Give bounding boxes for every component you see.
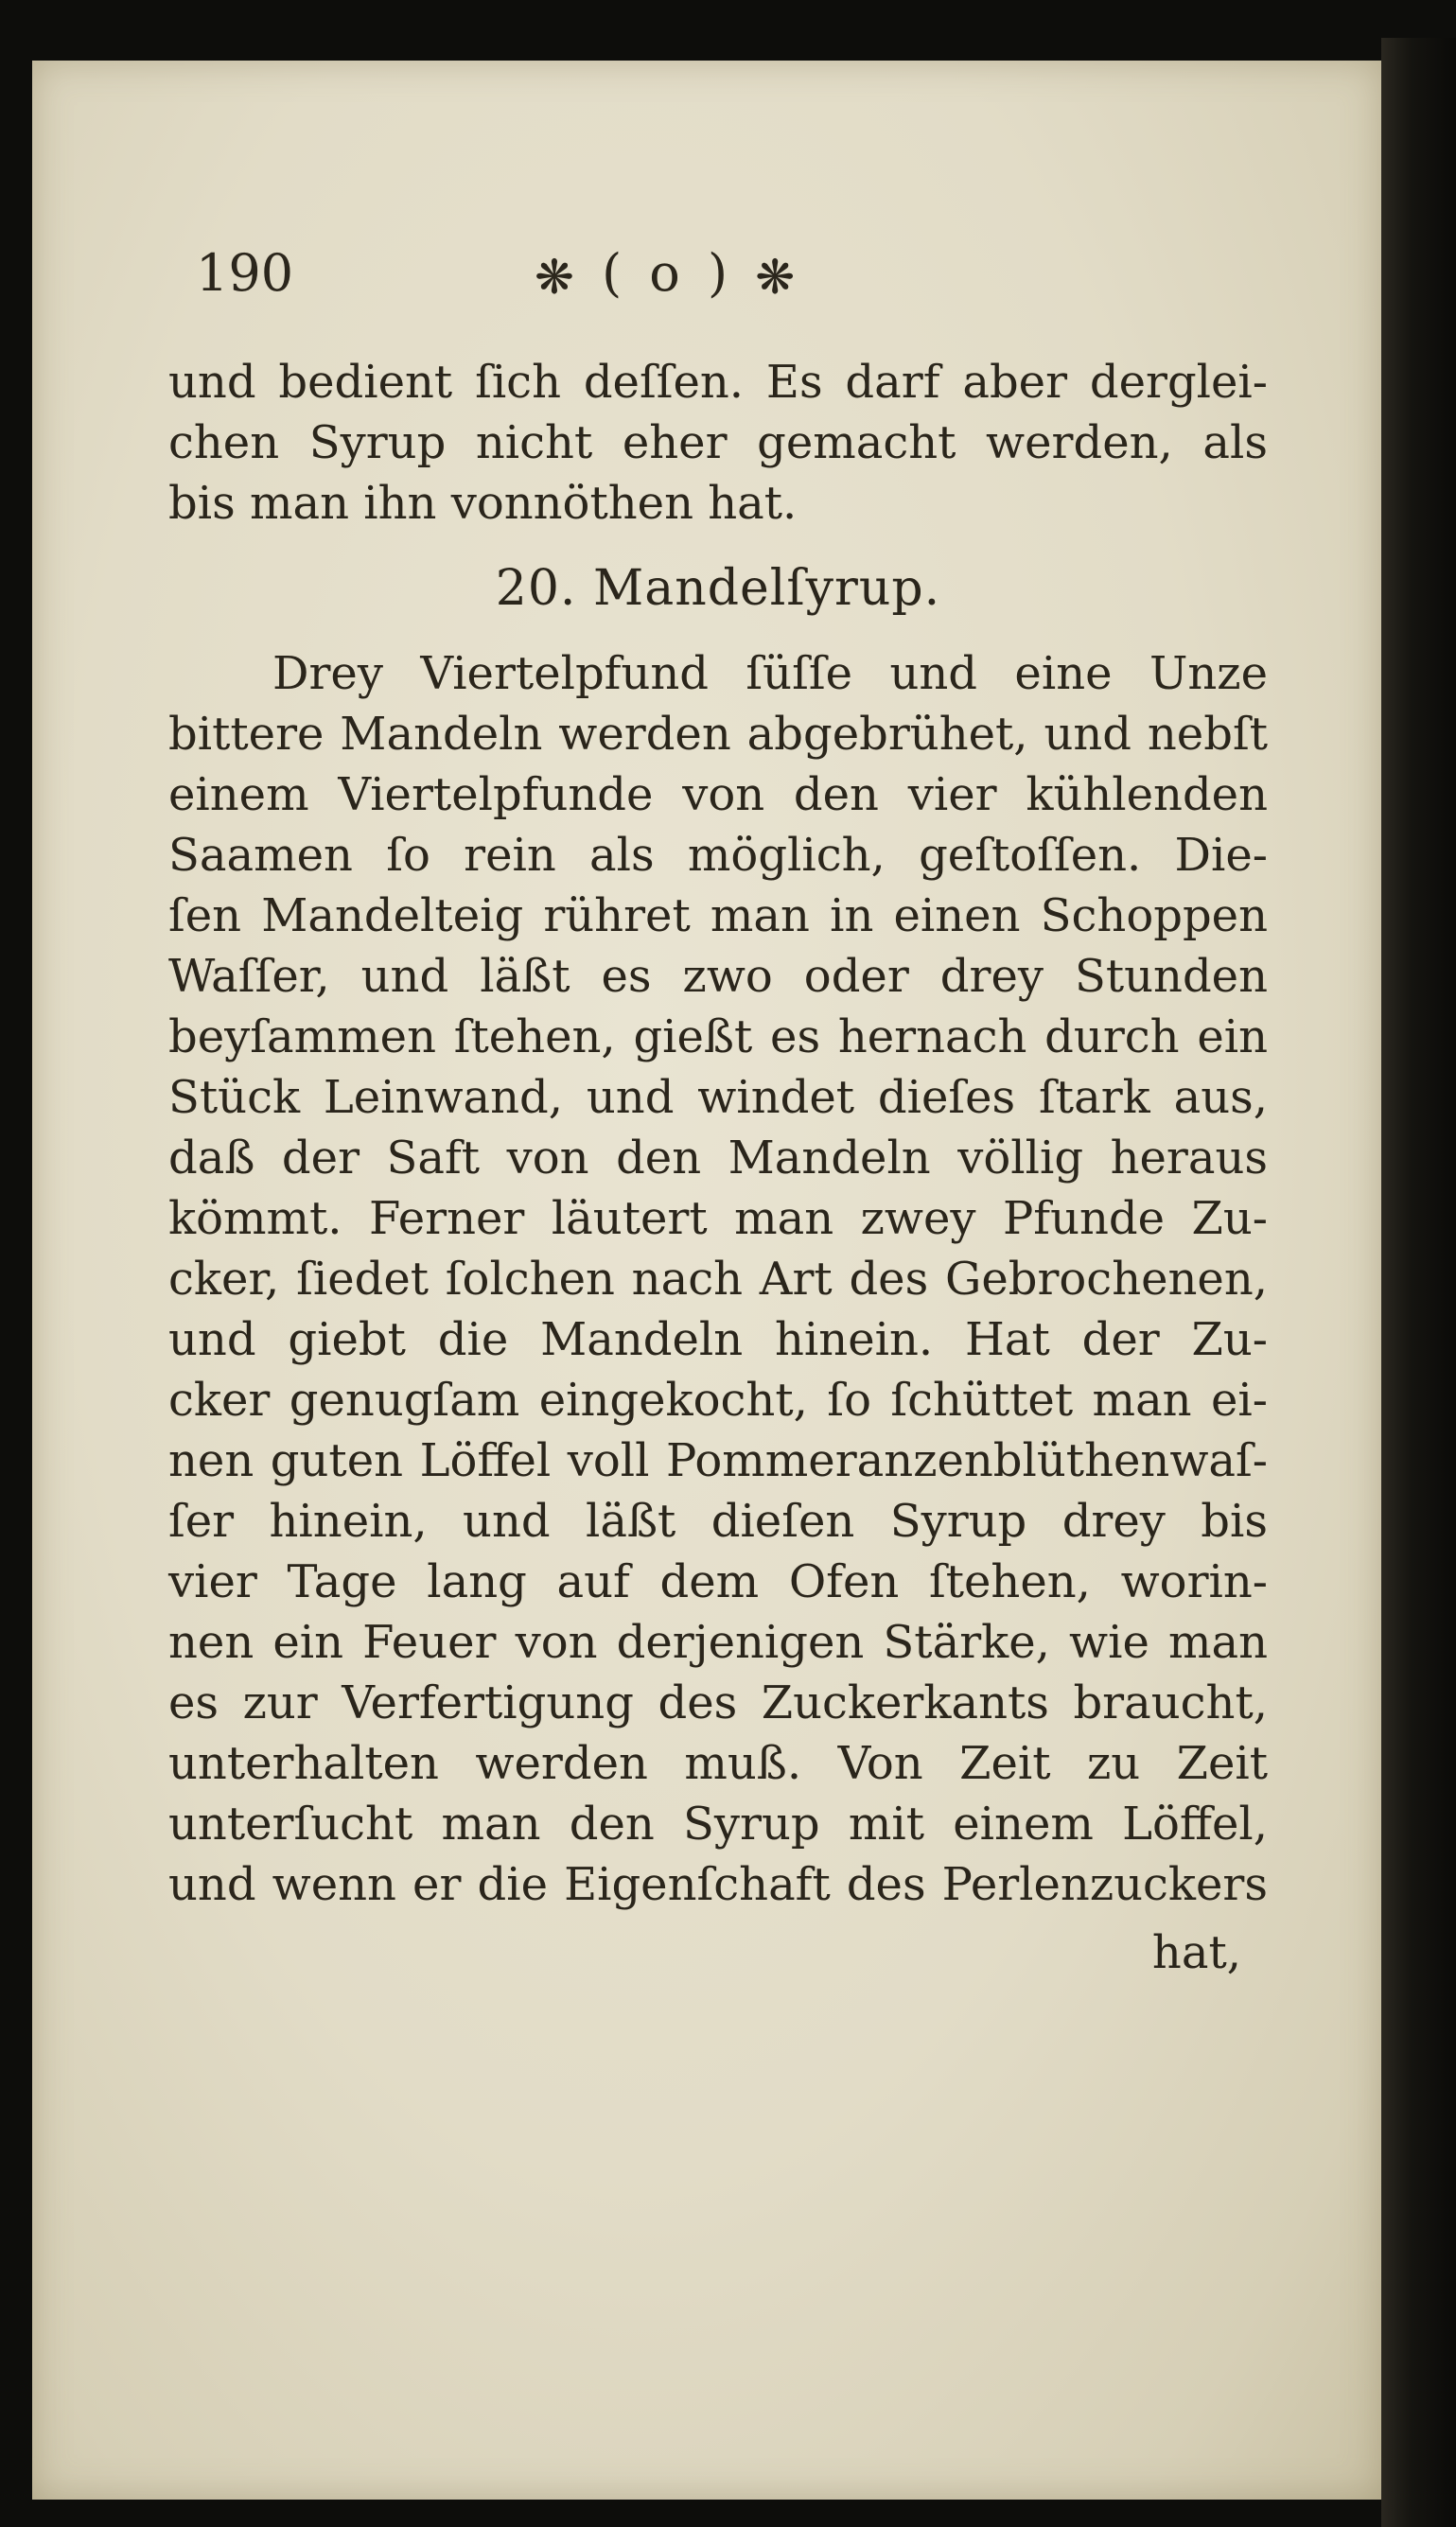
text-line: ſen Mandelteig rühret man in einen Schoppen bbox=[168, 889, 1268, 942]
page-number: 190 bbox=[196, 243, 294, 303]
text-line: daß der Saft von den Mandeln völlig heraus bbox=[168, 1132, 1268, 1185]
text-line: kömmt. Ferner läutert man zwey Pfunde Zu- bbox=[168, 1192, 1268, 1245]
text-line: nen ein Feuer von derjenigen Stärke, wie man bbox=[168, 1616, 1268, 1669]
text-line: bittere Mandeln werden abgebrühet, und nebſt bbox=[168, 708, 1268, 761]
text-line: und bedient ſich deſſen. Es darf aber derglei- bbox=[168, 356, 1268, 409]
text-line: einem Viertelpfunde von den vier kühlenden bbox=[168, 768, 1268, 821]
text-line: vier Tage lang auf dem Ofen ſtehen, worin- bbox=[168, 1555, 1268, 1608]
text-line: chen Syrup nicht eher gemacht werden, als bbox=[168, 416, 1268, 469]
text-line: cker genugſam eingekocht, ſo ſchüttet man ei- bbox=[168, 1374, 1268, 1427]
running-header bbox=[535, 243, 801, 305]
text-line: es zur Verfertigung des Zuckerkants braucht, bbox=[168, 1676, 1268, 1729]
text-line: und wenn er die Eigenſchaft des Perlenzuckers bbox=[168, 1858, 1268, 1911]
text-line: unterhalten werden muß. Von Zeit zu Zeit bbox=[168, 1737, 1268, 1790]
book-gutter bbox=[1381, 38, 1456, 2527]
text-line: cker, ſiedet ſolchen nach Art des Gebrochenen, bbox=[168, 1253, 1268, 1306]
text-line: Waſſer, und läßt es zwo oder drey Stunden bbox=[168, 950, 1268, 1003]
text-line: Stück Leinwand, und windet dieſes ſtark aus, bbox=[168, 1071, 1268, 1124]
text-line: beyſammen ſtehen, gießt es hernach durch ein bbox=[168, 1010, 1268, 1063]
text-line: ſer hinein, und läßt dieſen Syrup drey bis bbox=[168, 1495, 1268, 1548]
text-line: bis man ihn vonnöthen hat. bbox=[168, 477, 798, 530]
catchword: hat, bbox=[1151, 1926, 1241, 1979]
page-text bbox=[168, 352, 1268, 1991]
text-line: und giebt die Mandeln hinein. Hat der Zu- bbox=[168, 1313, 1268, 1366]
text-line: Saamen ſo rein als möglich, geſtoſſen. Die- bbox=[168, 829, 1268, 882]
text-line: unterſucht man den Syrup mit einem Löffel, bbox=[168, 1798, 1268, 1851]
section-heading bbox=[168, 534, 1268, 643]
text-line: Drey Viertelpfund ſüſſe und eine Unze bbox=[272, 647, 1268, 700]
ornament-flower-icon: ❋ bbox=[755, 250, 801, 305]
header-mark: ( o ) bbox=[602, 243, 734, 303]
text-line: nen guten Löffel voll Pommeranzenblüthenwaſ- bbox=[168, 1434, 1268, 1487]
section-title: Mandelſyrup. bbox=[593, 560, 941, 617]
ornament-flower-icon: ❋ bbox=[535, 250, 580, 305]
section-number: 20. bbox=[495, 560, 577, 617]
